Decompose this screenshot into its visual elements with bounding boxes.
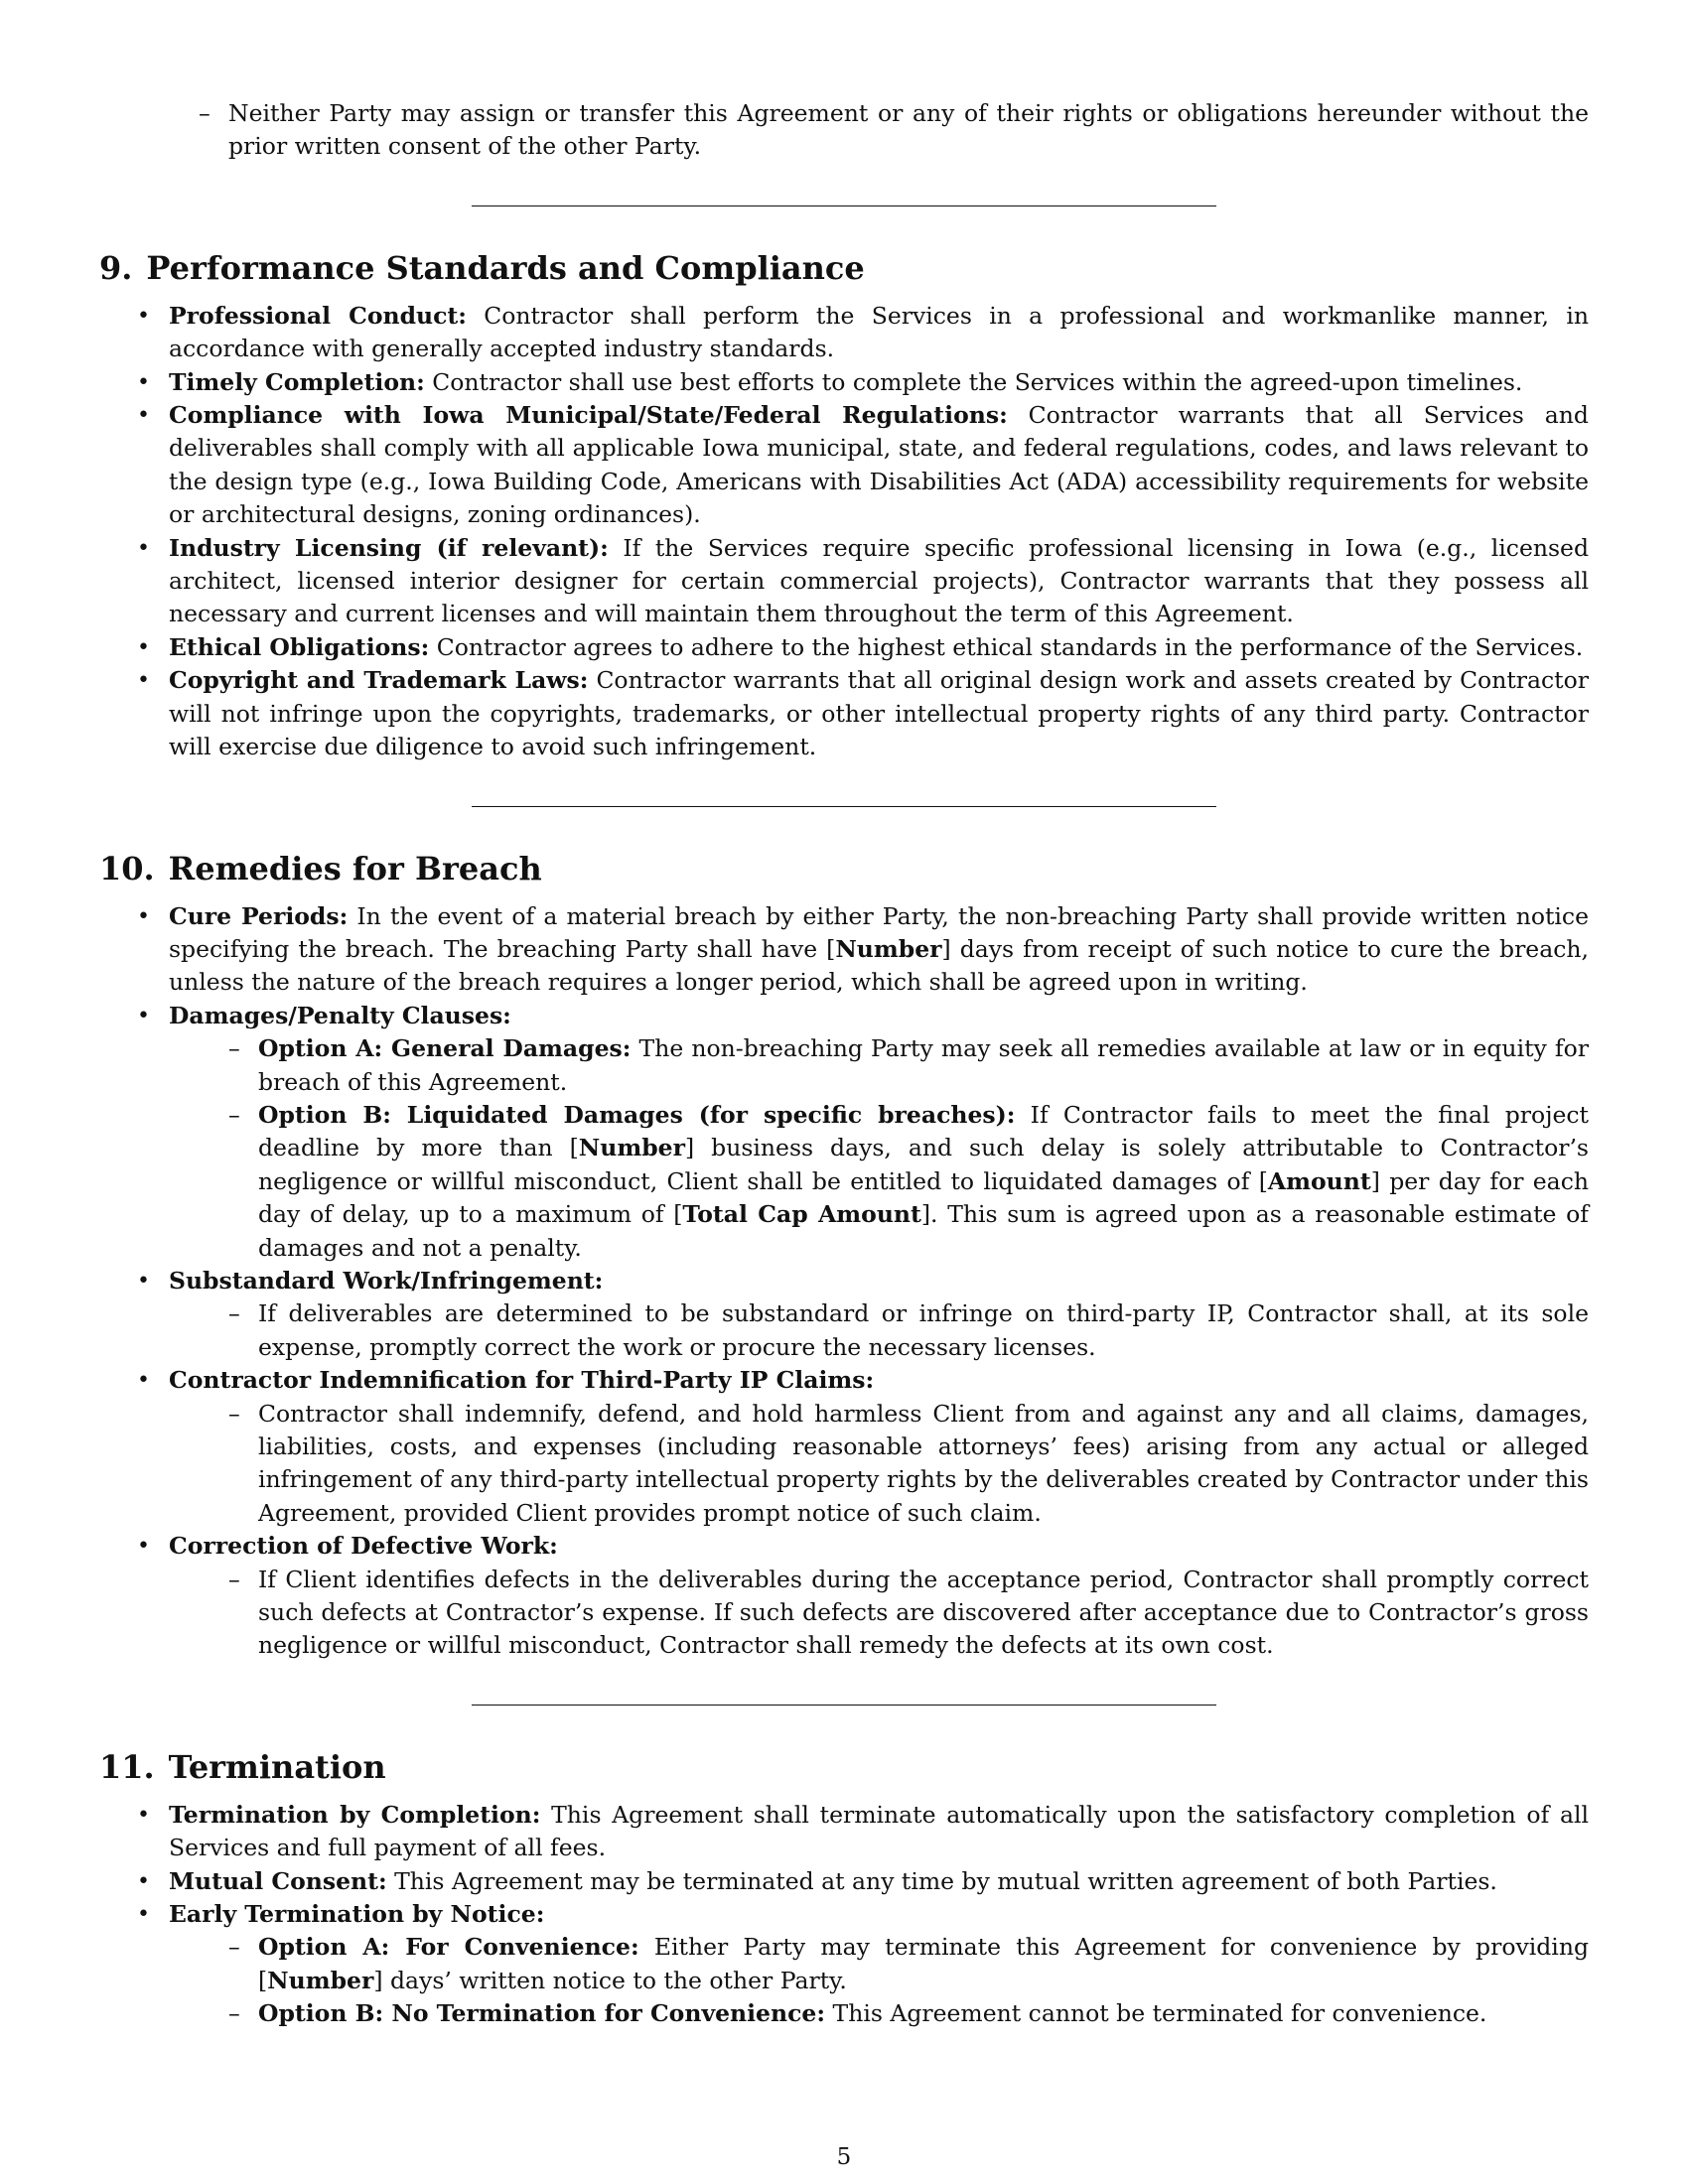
correction-sublist	[169, 1564, 1589, 1663]
continued-sublist	[99, 97, 1589, 164]
list-item: • Timely Completion: Contractor shall use best efforts to complete the Services within the agreed-upon timelines.	[99, 366, 1589, 399]
list-item: – Option A: For Convenience: Either Party may terminate this Agreement for convenience by providing [Number] days’ written notice to the other Party.	[228, 1931, 1589, 1997]
section-heading-10: 10. Remedies for Breach	[99, 849, 542, 887]
document-page	[99, 97, 1589, 2031]
section-divider	[472, 806, 1216, 807]
damages-options	[169, 1032, 1589, 1265]
indemnification-sublist	[169, 1398, 1589, 1531]
list-item: – Option B: No Termination for Convenience: This Agreement cannot be terminated for convenience.	[228, 1997, 1589, 2030]
list-item: – Contractor shall indemnify, defend, and hold harmless Client from and against any and all claims, damages, liabilities, costs, and expenses (including reasonable attorneys’ fees) arising from any actual or alleged infringement of any third-party intellectual property rights by the deliverables created by Contractor under this Agreement, provided Client provides prompt notice of such claim.	[228, 1398, 1589, 1531]
list-item: – If Client identifies defects in the deliverables during the acceptance period, Contractor shall promptly correct such defects at Contractor’s expense. If such defects are discovered after acceptance due to Contractor’s gross negligence or willful misconduct, Contractor shall remedy the defects at its own cost.	[228, 1564, 1589, 1663]
list-item: • Ethical Obligations: Contractor agrees to adhere to the highest ethical standards in the performance of the Services.	[99, 631, 1589, 664]
list-item: • Mutual Consent: This Agreement may be terminated at any time by mutual written agreement of both Parties.	[99, 1865, 1589, 1898]
list-item: – Option B: Liquidated Damages (for specific breaches): If Contractor fails to meet the final project deadline by more than [Number] business days, and such delay is solely attributable to Contractor’s negligence or willful misconduct, Client shall be entitled to liquidated damages of [Amount] per day for each day of delay, up to a maximum of [Total Cap Amount]. This sum is agreed upon as a reasonable estimate of damages and not a penalty.	[228, 1099, 1589, 1265]
early-termination-options	[169, 1931, 1589, 2030]
list-item: • Damages/Penalty Clauses: – Option A: General Damages: The non-breaching Party may seek all remedies available at law or in equity for breach of this Agreement. – Option B: Liquidated Damages (for specific breaches): If Contractor fails to meet the final project deadline by more than [Number] business days, and such delay is solely attributable to Contractor’s negligence or willful misconduct, Client shall be entitled to liquidated damages of [Amount] per day for each day of delay, up to a maximum of [Total Cap Amount]. This sum is agreed upon as a reasonable estimate of damages and not a penalty.	[99, 1000, 1589, 1265]
list-item: • Professional Conduct: Contractor shall perform the Services in a professional and workmanlike manner, in accordance with generally accepted industry standards.	[99, 300, 1589, 366]
section-11-list	[99, 1799, 1589, 2031]
list-item: • Compliance with Iowa Municipal/State/Federal Regulations: Contractor warrants that all Services and deliverables shall comply with all applicable Iowa municipal, state, and federal regulations, codes, and laws relevant to the design type (e.g., Iowa Building Code, Americans with Disabilities Act (ADA) accessibility requirements for website or architectural designs, zoning ordinances).	[99, 399, 1589, 532]
section-9-list	[99, 300, 1589, 764]
section-heading-9: 9. Performance Standards and Compliance	[99, 248, 865, 287]
section-divider	[472, 205, 1216, 206]
list-item: • Copyright and Trademark Laws: Contractor warrants that all original design work and assets created by Contractor will not infringe upon the copyrights, trademarks, or other intellectual property rights of any third party. Contractor will exercise due diligence to avoid such infringement.	[99, 664, 1589, 763]
list-item: – Option A: General Damages: The non-breaching Party may seek all remedies available at law or in equity for breach of this Agreement.	[228, 1032, 1589, 1099]
list-item: • Contractor Indemnification for Third-Party IP Claims: – Contractor shall indemnify, defend, and hold harmless Client from and against any and all claims, damages, liabilities, costs, and expenses (including reasonable attorneys’ fees) arising from any actual or alleged infringement of any third-party intellectual property rights by the deliverables created by Contractor under this Agreement, provided Client provides prompt notice of such claim.	[99, 1364, 1589, 1530]
substandard-sublist	[169, 1297, 1589, 1364]
list-item: • Cure Periods: In the event of a material breach by either Party, the non-breaching Party shall provide written notice specifying the breach. The breaching Party shall have [Number] days from receipt of such notice to cure the breach, unless the nature of the breach requires a longer period, which shall be agreed upon in writing.	[99, 900, 1589, 1000]
section-divider	[472, 1705, 1216, 1706]
list-item: • Early Termination by Notice: – Option A: For Convenience: Either Party may terminate this Agreement for convenience by providing [Number] days’ written notice to the other Party. – Option B: No Termination for Convenience: This Agreement cannot be terminated for convenience.	[99, 1898, 1589, 2031]
list-item: • Industry Licensing (if relevant): If the Services require specific professional licensing in Iowa (e.g., licensed architect, licensed interior designer for certain commercial projects), Contractor warrants that they possess all necessary and current licenses and will maintain them throughout the term of this Agreement.	[99, 532, 1589, 631]
list-item: – If deliverables are determined to be substandard or infringe on third-party IP, Contractor shall, at its sole expense, promptly correct the work or procure the necessary licenses.	[228, 1297, 1589, 1364]
page-number: 5	[836, 2144, 852, 2170]
list-item: • Termination by Completion: This Agreement shall terminate automatically upon the satisfactory completion of all Services and full payment of all fees.	[99, 1799, 1589, 1865]
section-10-list	[99, 900, 1589, 1663]
list-item: – Neither Party may assign or transfer this Agreement or any of their rights or obligations hereunder without the prior written consent of the other Party.	[199, 97, 1589, 164]
list-item: • Correction of Defective Work: – If Client identifies defects in the deliverables during the acceptance period, Contractor shall promptly correct such defects at Contractor’s expense. If such defects are discovered after acceptance due to Contractor’s gross negligence or willful misconduct, Contractor shall remedy the defects at its own cost.	[99, 1530, 1589, 1663]
list-item: • Substandard Work/Infringement: – If deliverables are determined to be substandard or infringe on third-party IP, Contractor shall, at its sole expense, promptly correct the work or procure the necessary licenses.	[99, 1265, 1589, 1364]
section-heading-11: 11. Termination	[99, 1747, 386, 1786]
